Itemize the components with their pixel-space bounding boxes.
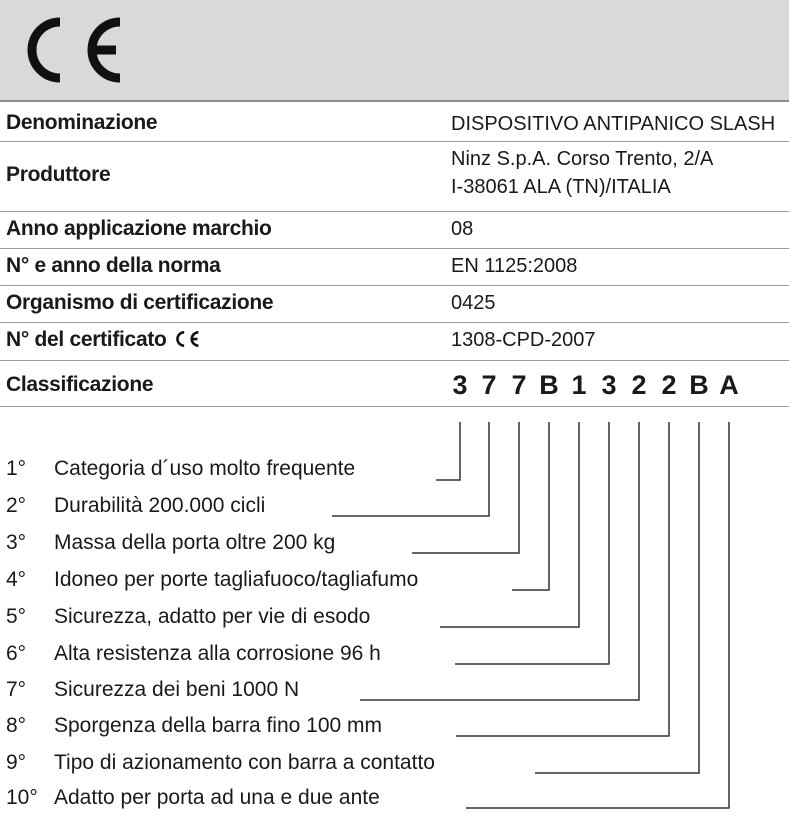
row-label: Anno applicazione marchio [6,217,272,240]
legend-item-4: 4° Idoneo per porte tagliafuoco/tagliafumo [6,568,419,591]
row-label: Organismo di certificazione [6,291,274,314]
code-digit-4: B [539,370,559,400]
code-digit-1: 3 [452,370,468,400]
row-value: Ninz S.p.A. Corso Trento, 2/A I-38061 ALA (TN)/ITALIA [451,148,714,198]
code-digit-10: A [719,370,739,400]
legend-item-6: 6° Alta resistenza alla corrosione 96 h [6,642,381,665]
row-value: 08 [451,218,474,240]
connector-5 [440,422,579,627]
code-digit-9: B [689,370,709,400]
connector-4 [512,422,549,590]
legend-item-9: 9° Tipo di azionamento con barra a contatto [6,751,435,774]
legend-item-10: 10° Adatto per porta ad una e due ante [6,786,380,809]
row-label: Classificazione [6,373,154,396]
legend-item-7: 7° Sicurezza dei beni 1000 N [6,678,300,701]
legend-item-5: 5° Sicurezza, adatto per vie di esodo [6,605,371,628]
row-value: 1308-CPD-2007 [451,329,596,351]
legend-item-8: 8° Sporgenza della barra fino 100 mm [6,714,383,737]
row-label: Denominazione [6,111,158,134]
legend-item-2: 2° Durabilità 200.000 cicli [6,494,266,517]
connector-10 [466,422,729,808]
code-digit-3: 7 [511,370,527,400]
code-digit-5: 1 [571,370,587,400]
code-digit-7: 2 [631,370,647,400]
legend-item-1: 1° Categoria d´uso molto frequente [6,457,356,480]
row-value: DISPOSITIVO ANTIPANICO SLASH [451,113,776,135]
connector-7 [360,422,639,700]
code-digit-2: 7 [481,370,497,400]
connector-9 [535,422,699,773]
connector-2 [332,422,489,516]
legend-item-3: 3° Massa della porta oltre 200 kg [6,531,336,554]
row-label: N° del certificato [6,328,202,352]
connector-8 [456,422,669,736]
row-label: Produttore [6,163,111,186]
row-value: 0425 [451,292,496,314]
code-digit-6: 3 [601,370,617,400]
connector-3 [412,422,519,553]
code-digit-8: 2 [661,370,677,400]
row-label: N° e anno della norma [6,254,221,277]
row-value: EN 1125:2008 [451,255,578,277]
connector-1 [436,422,460,480]
